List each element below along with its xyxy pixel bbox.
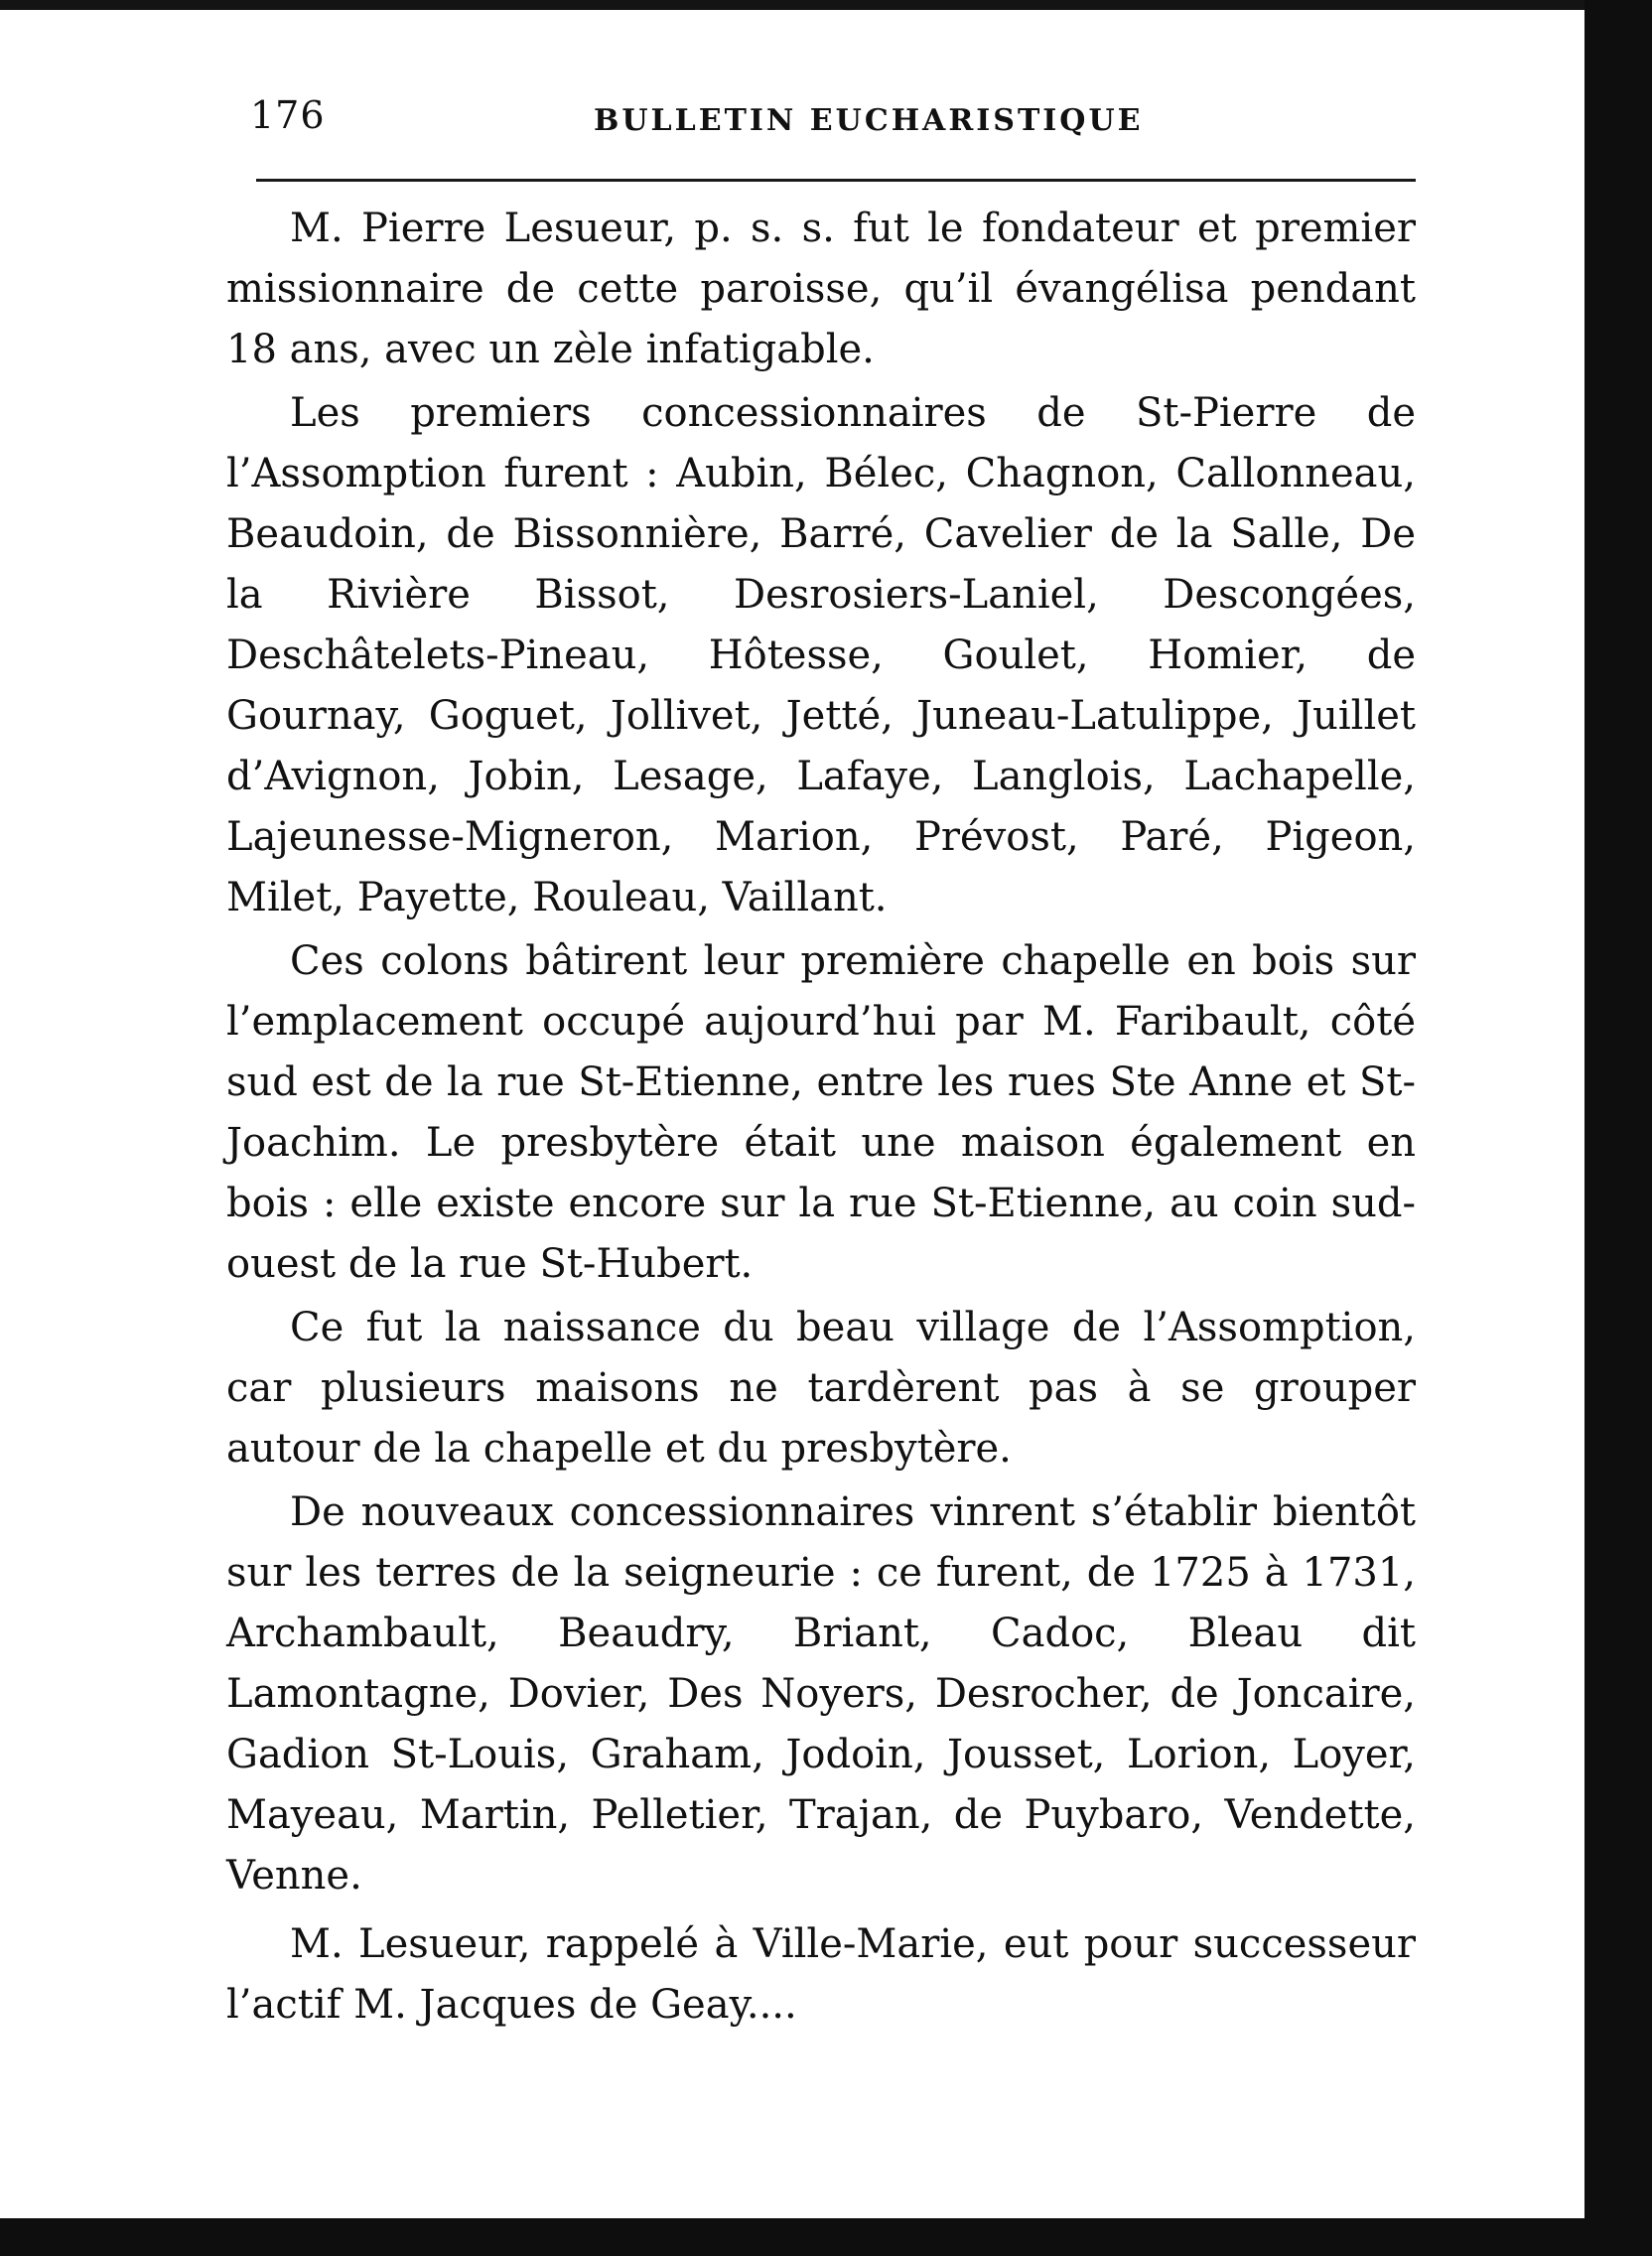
- paragraph-first-concessionaires: Les premiers concessionnaires de St-Pierre de l’Assomption furent : Aubin, Bélec, Chagnon, Callonneau, Beaudoin, de Bissonnière, Barré, Cavelier de la Salle, De la Rivière Bissot, Desrosiers-Laniel, Descongées, Deschâtelets-Pineau, Hôtesse, Goulet, Homier, de Gournay, Goguet, Jollivet, Jetté, Juneau-Latulippe, Juillet d’Avignon, Jobin, Lesage, Lafaye, Langlois, Lachapelle, Lajeunesse-Migneron, Marion, Prévost, Paré, Pigeon, Milet, Payette, Rouleau, Vaillant.: [226, 390, 1416, 920]
- paragraph-new-concessionaires: De nouveaux concessionnaires vinrent s’établir bientôt sur les terres de la seigneurie : ce furent, de 1725 à 1731, Archambault, Beaudry, Briant, Cadoc, Bleau dit Lamontagne, Dovier, Des Noyers, Desrocher, de Joncaire, Gadion St-Louis, Graham, Jodoin, Jousset, Lorion, Loyer, Mayeau, Martin, Pelletier, Trajan, de Puybaro, Vendette, Venne.: [226, 1489, 1416, 1899]
- running-head: BULLETIN EUCHARISTIQUE: [594, 103, 1144, 138]
- scan-bottom-edge: [0, 2218, 1652, 2256]
- paragraph-first-chapel: Ces colons bâtirent leur première chapelle en bois sur l’emplacement occupé aujourd’hui par M. Faribault, côté sud est de la rue St-Etienne, entre les rues Ste Anne et St-Joachim. Le presbytère était une maison également en bois : elle existe encore sur la rue St-Etienne, au coin sud-ouest de la rue St-Hubert.: [226, 938, 1416, 1287]
- paragraph-village-birth: Ce fut la naissance du beau village de l’Assomption, car plusieurs maisons ne tardèrent pas à se grouper autour de la chapelle et du presbytère.: [226, 1305, 1416, 1472]
- paragraph-successor: M. Lesueur, rappelé à Ville-Marie, eut pour successeur l’actif M. Jacques de Geay....: [226, 1921, 1416, 2028]
- scan-top-border: [0, 0, 1652, 10]
- page-number: 176: [250, 93, 326, 137]
- header-rule: [256, 179, 1416, 182]
- paragraph-founder: M. Pierre Lesueur, p. s. s. fut le fondateur et premier missionnaire de cette paroisse, qu’il évangélisa pendant 18 ans, avec un zèle infatigable.: [226, 206, 1416, 372]
- body-text: [226, 199, 1416, 2039]
- scan-right-edge: [1584, 0, 1652, 2256]
